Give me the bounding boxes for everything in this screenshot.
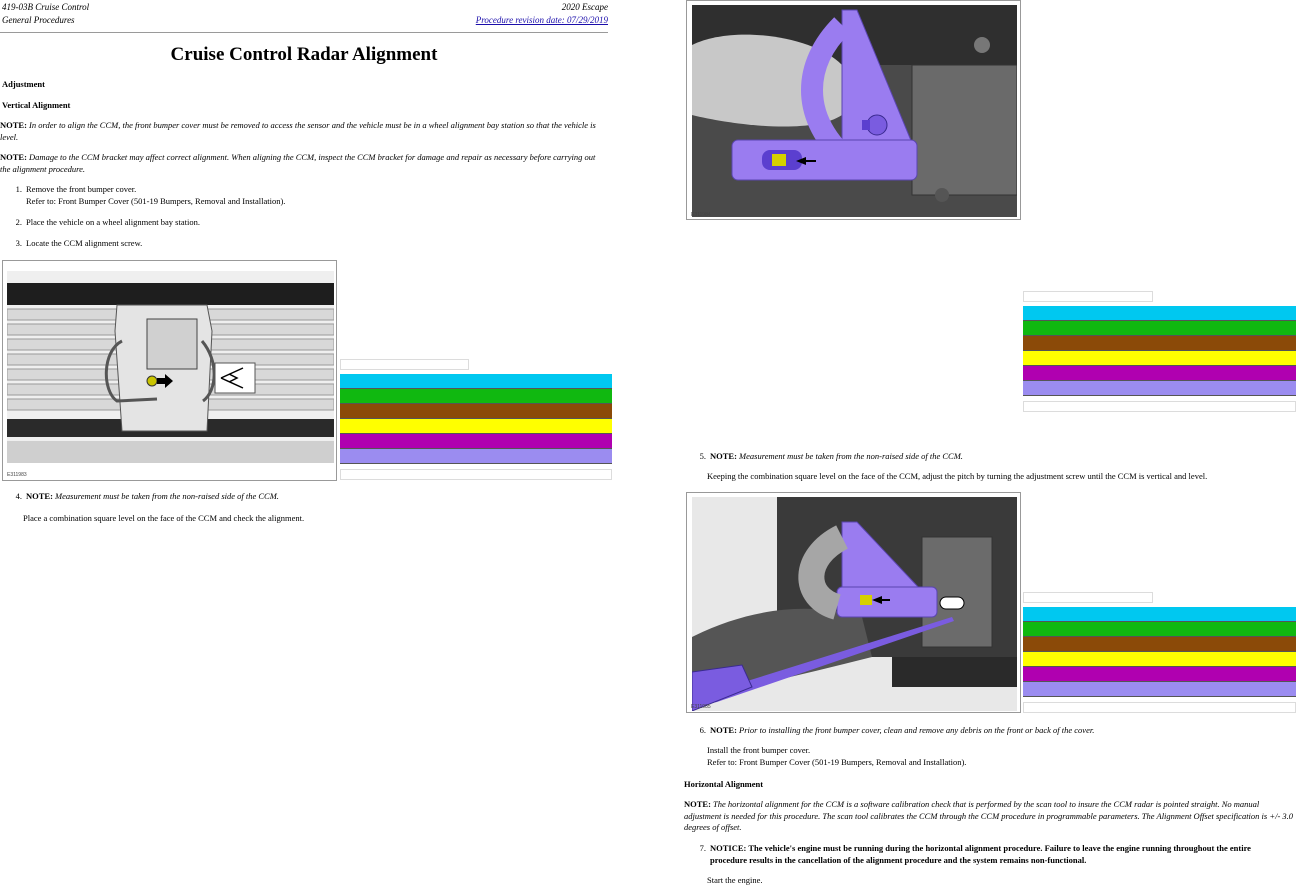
page-title: Cruise Control Radar Alignment <box>170 44 438 65</box>
ccm-location-illustration <box>7 271 334 463</box>
legend-brown <box>1023 637 1296 652</box>
vertical-alignment-heading: Vertical Alignment <box>2 100 71 110</box>
legend-lavender <box>1023 682 1296 697</box>
step-5: 5. NOTE: Measurement must be taken from the non-raised side of the CCM. <box>699 451 963 461</box>
legend-blank-bottom <box>340 469 612 480</box>
vehicle-label: 2020 Escape <box>561 2 608 12</box>
bumper-cover-reference[interactable]: Refer to: Front Bumper Cover (501-19 Bumpers, Removal and Installation). <box>707 756 967 767</box>
adjustment-heading: Adjustment <box>2 79 45 89</box>
note-horizontal-calibration: NOTE: The horizontal alignment for the CCM is a software calibration check that is performed by the scan tool to insure the CCM radar is pointed straight. No manual adjustment is needed for this procedure. The scan tool calibrates the CCM through the CCM procedure in programmable parameters. The Alignment Offset specification is +/- 3.0 degrees of offset. <box>684 799 1294 832</box>
step-3: 3. Locate the CCM alignment screw. <box>15 238 143 248</box>
legend-yellow <box>340 419 612 434</box>
legend-green <box>1023 622 1296 637</box>
figure-square-on-ccm <box>686 0 1021 220</box>
legend-blank-top <box>340 359 469 370</box>
step-7-notice: 7. NOTICE: The vehicle's engine must be running during the horizontal alignment procedure. Failure to leave the engine running throughout the entire procedure results in the cancellation of the alignment procedure and the system remains non-functional. <box>699 843 1251 865</box>
step-6: 6. NOTE: Prior to installing the front bumper cover, clean and remove any debris on the front or back of the cover. <box>699 725 1095 735</box>
legend-brown <box>1023 336 1296 351</box>
legend-yellow <box>1023 351 1296 366</box>
figure-id: E311984 <box>691 212 711 218</box>
legend-brown <box>340 404 612 419</box>
manual-category: General Procedures <box>2 15 75 25</box>
legend-magenta <box>1023 366 1296 381</box>
figure-ccm-location <box>2 260 337 481</box>
legend-blank-top <box>1023 291 1153 302</box>
legend-cyan <box>340 374 612 389</box>
step-6-body: Install the front bumper cover. Refer to: Front Bumper Cover (501-19 Bumpers, Removal and Installation). <box>707 745 967 767</box>
color-legend-2 <box>1023 291 1296 412</box>
figure-id: E311985 <box>691 704 711 710</box>
legend-cyan <box>1023 306 1296 321</box>
legend-lavender <box>340 449 612 464</box>
legend-green <box>1023 321 1296 336</box>
figure-id: E311983 <box>7 472 27 478</box>
legend-blank-top <box>1023 592 1153 603</box>
adjust-screw-illustration <box>692 497 1017 711</box>
step-1: 1. Remove the front bumper cover. Refer to: Front Bumper Cover (501-19 Bumpers, Removal and Installation). <box>15 184 286 206</box>
bumper-cover-reference[interactable]: Refer to: Front Bumper Cover (501-19 Bumpers, Removal and Installation). <box>26 195 286 206</box>
legend-cyan <box>1023 607 1296 622</box>
horizontal-alignment-heading: Horizontal Alignment <box>684 779 764 789</box>
step-4: 4. NOTE: Measurement must be taken from the non-raised side of the CCM. <box>15 491 279 501</box>
legend-magenta <box>340 434 612 449</box>
legend-magenta <box>1023 667 1296 682</box>
step-2: 2. Place the vehicle on a wheel alignment bay station. <box>15 217 200 227</box>
revision-date-link[interactable]: Procedure revision date: 07/29/2019 <box>475 15 608 25</box>
step-7-body: Start the engine. <box>707 875 763 885</box>
note-bracket-damage: NOTE: Damage to the CCM bracket may affect correct alignment. When aligning the CCM, inspect the CCM bracket for damage and repair as necessary before carrying out the alignment procedure. <box>0 152 596 174</box>
note-vehicle-level: NOTE: In order to align the CCM, the front bumper cover must be removed to access the sensor and the vehicle must be in a wheel alignment bay station so that the vehicle is level. <box>0 120 596 142</box>
legend-yellow <box>1023 652 1296 667</box>
header-divider <box>0 32 608 33</box>
step-5-body: Keeping the combination square level on the face of the CCM, adjust the pitch by turning the adjustment screw until the CCM is vertical and level. <box>707 471 1208 481</box>
manual-section: 419-03B Cruise Control <box>2 2 90 12</box>
legend-green <box>340 389 612 404</box>
color-legend-3 <box>1023 592 1296 713</box>
figure-adjust-screw <box>686 492 1021 713</box>
color-legend-1 <box>340 359 612 480</box>
step-4-body: Place a combination square level on the face of the CCM and check the alignment. <box>23 513 305 523</box>
legend-lavender <box>1023 381 1296 396</box>
legend-blank-bottom <box>1023 702 1296 713</box>
square-check-illustration <box>692 5 1017 217</box>
legend-blank-bottom <box>1023 401 1296 412</box>
